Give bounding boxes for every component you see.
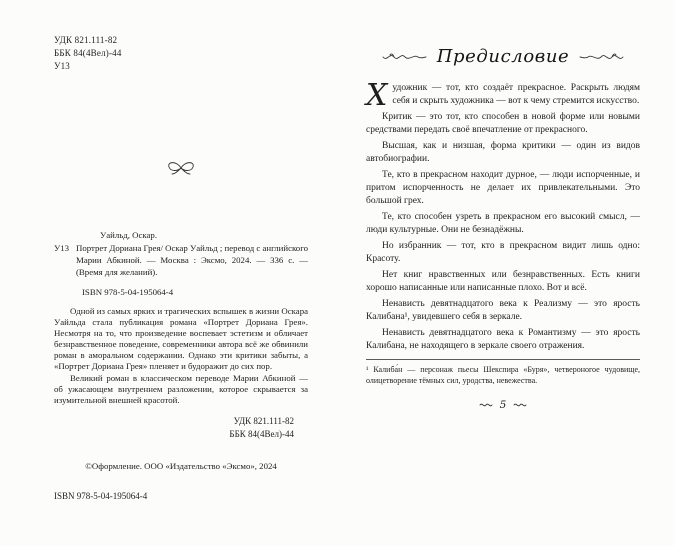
paragraph: Нет книг нравственных или безнравственных. Есть книги хорошо написанные или написанные плохо. Вот и всё. (366, 270, 640, 293)
chapter-title-row (366, 46, 640, 67)
drop-cap: Х (366, 78, 388, 113)
right-page (354, 0, 644, 546)
paragraph: Те, кто в прекрасном находит дурное, — люди испорченные, и притом испорченность не делает их привлекательными. Это большой грех. (366, 170, 640, 206)
annotation-paragraph: Великий роман в классическом переводе Марии Абкиной — об ужасающем внутреннем разложении, которое скрывается за изумительной внешней красотой. (54, 373, 308, 405)
author-sign-code: У13 (54, 61, 70, 71)
fleuron-icon (162, 159, 200, 177)
paragraph: Ненависть девятнадцатого века к Реализму — это ярость Калибана¹, увидевшего себя в зеркале. (366, 299, 640, 322)
footer-ornament-right-icon (513, 401, 527, 409)
fleuron-ornament-wrap (54, 159, 308, 179)
annotation-paragraph: Одной из самых ярких и трагических вспышек в жизни Оскара Уайльда стала публикация романа «Портрет Дориана Грея». Несмотря на то, что произведение воспевает эстетизм и обличает безнравственное поведение, современники автора всё же обвинили роман в аморальном содержании. Однако эти критики забыты, а «Портрет Дориана Грея» пленяет и будоражит до сих пор. (54, 306, 308, 371)
catalog-codes-bottom (54, 415, 308, 441)
catalog-card (54, 229, 308, 298)
paragraph: Высшая, как и низшая, форма критики — один из видов автобиографии. (366, 141, 640, 164)
catalog-codes-top (54, 34, 308, 73)
udc-code: УДК 821.111-82 (54, 35, 118, 45)
annotation-block (54, 306, 308, 406)
paragraph-text: удожник — тот, кто создаёт прекрасное. Раскрыть людям себя и скрыть художника — вот к чему стремится искусство. (392, 83, 640, 106)
chapter-title: Предисловие (436, 46, 570, 67)
udc-code-bottom: УДК 821.111-82 (233, 416, 294, 426)
title-flourish-left-icon (381, 51, 427, 63)
paragraph (366, 78, 640, 113)
paragraph: Ненависть девятнадцатого века к Романтизму — это ярость Калибана, не находящего в зеркале своего отражения. (366, 328, 640, 351)
footer-ornament-left-icon (479, 401, 493, 409)
catalog-entry (54, 242, 308, 278)
paragraph: Те, кто способен узреть в прекрасном его высокий смысл, — люди культурные. Они не безнадёжны. (366, 212, 640, 235)
catalog-author: Уайльд, Оскар. (100, 230, 158, 240)
isbn-bottom: ISBN 978-5-04-195064-4 (54, 491, 148, 501)
page-number: 5 (499, 399, 507, 411)
catalog-entry-code: У13 (54, 243, 70, 253)
bbk-code: ББК 84(4Вел)-44 (54, 48, 122, 58)
paragraph: Критик — это тот, кто способен в новой форме или новыми средствами передать своё впечатление от прекрасного. (366, 112, 640, 135)
copyright-line: ©Оформление. ООО «Издательство «Эксмо», 2024 (85, 461, 277, 471)
catalog-entry-text: Портрет Дориана Грея/ Оскар Уайльд ; перевод с английского Марии Абкиной. — Москва : Эксмо, 2024. — 336 с. — (Время для желаний). (76, 243, 308, 277)
footnote: ¹ Калиба́н — персонаж пьесы Шекспира «Буря», четвероногое чудовище, олицетворение тёмных сил, уродства, невежества. (366, 359, 640, 386)
left-page (40, 0, 316, 546)
catalog-isbn: ISBN 978-5-04-195064-4 (82, 287, 174, 297)
paragraph: Но избранник — тот, кто в прекрасном видит лишь одно: Красоту. (366, 241, 640, 264)
page-footer (366, 399, 640, 411)
title-flourish-right-icon (579, 51, 625, 63)
bbk-code-bottom: ББК 84(4Вел)-44 (229, 429, 294, 439)
preface-body (366, 78, 640, 353)
